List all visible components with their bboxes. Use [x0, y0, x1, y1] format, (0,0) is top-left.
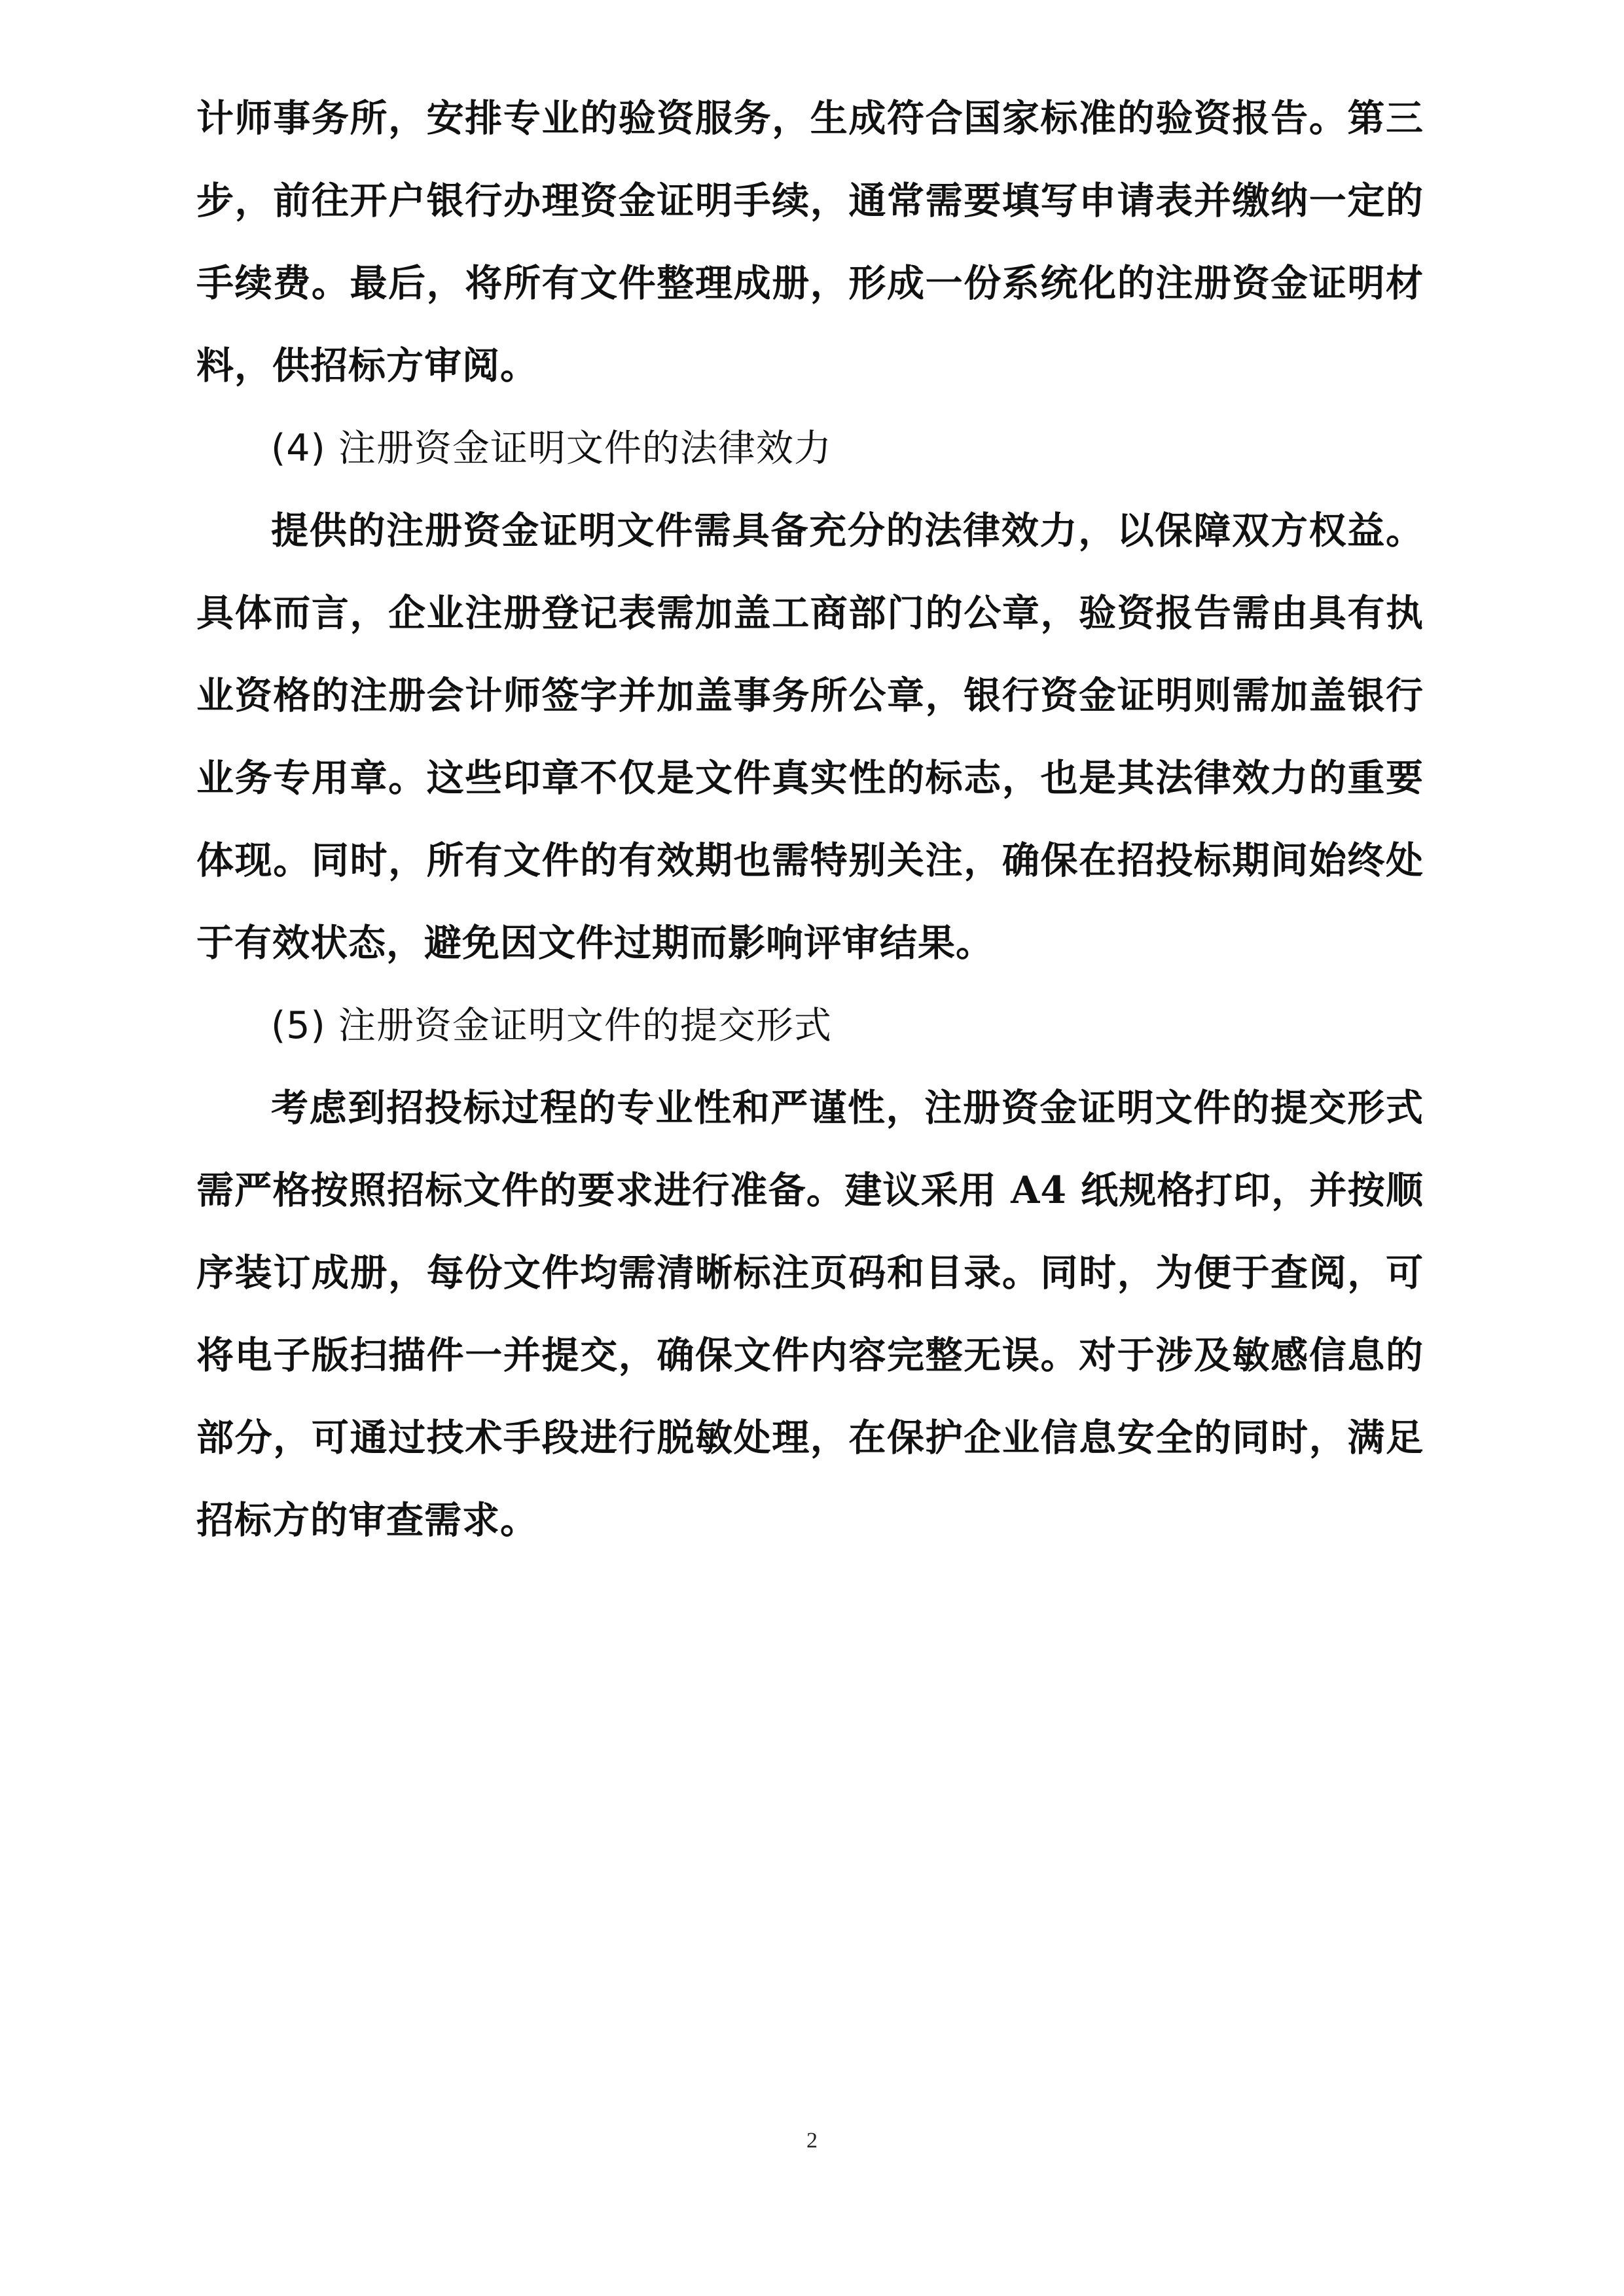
section-heading-5: (5) 注册资金证明文件的提交形式 [271, 1004, 832, 1047]
paragraph-continuation: 计师事务所，安排专业的验资服务，生成符合国家标准的验资报告。第三步，前往开户银行办理资金证明手续，通常需要填写申请表并缴纳一定的手续费。最后，将所有文件整理成册，形成一份系统化的注册资金证明材料，供招标方审阅。 [196, 96, 1424, 387]
page-number: 2 [806, 2128, 818, 2153]
paragraph-legal-effect: 提供的注册资金证明文件需具备充分的法律效力，以保障双方权益。具体而言，企业注册登记表需加盖工商部门的公章，验资报告需由具有执业资格的注册会计师签字并加盖事务所公章，银行资金证明则需加盖银行业务专用章。这些印章不仅是文件真实性的标志，也是其法律效力的重要体现。同时，所有文件的有效期也需特别关注，确保在招投标期间始终处于有效状态，避免因文件过期而影响评审结果。 [196, 509, 1424, 965]
page-content [196, 77, 1424, 1562]
section-heading-4: (4) 注册资金证明文件的法律效力 [271, 427, 832, 470]
paragraph-submission-form: 考虑到招投标过程的专业性和严谨性，注册资金证明文件的提交形式需严格按照招标文件的要求进行准备。建议采用 A4 纸规格打印，并按顺序装订成册，每份文件均需清晰标注页码和目录。同时，为便于查阅，可将电子版扫描件一并提交，确保文件内容完整无误。对于涉及敏感信息的部分，可通过技术手段进行脱敏处理，在保护企业信息安全的同时，满足招标方的审查需求。 [196, 1086, 1424, 1542]
